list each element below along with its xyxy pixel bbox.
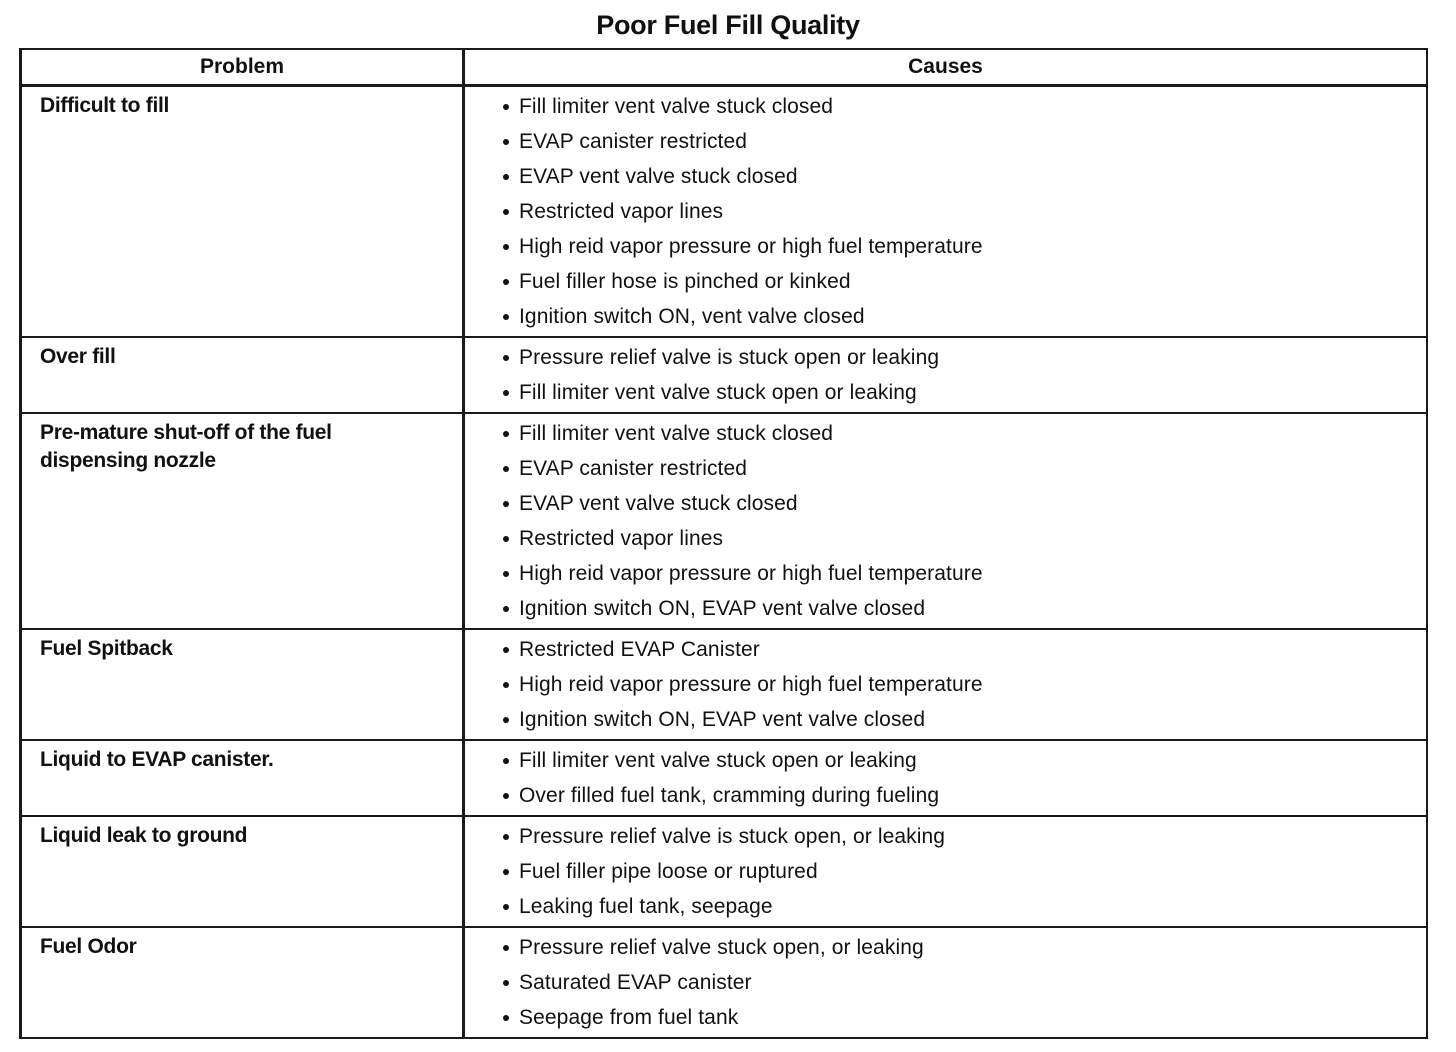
problem-cell: [22, 87, 462, 336]
cause-text: Ignition switch ON, vent valve closed: [519, 305, 865, 328]
table-body: [22, 87, 1426, 1037]
cause-text: Pressure relief valve stuck open, or leaking: [519, 936, 924, 959]
cause-item: [465, 667, 1426, 702]
problem-cell: [22, 630, 462, 739]
cause-item: [465, 451, 1426, 486]
table-row: [22, 630, 1426, 741]
cause-item: [465, 889, 1426, 924]
cause-text: Fill limiter vent valve stuck closed: [519, 422, 834, 445]
cause-item: [465, 743, 1426, 778]
cause-text: Seepage from fuel tank: [519, 1006, 739, 1029]
causes-cell: [462, 630, 1426, 739]
causes-cell: [462, 928, 1426, 1037]
cause-item: [465, 854, 1426, 889]
causes-cell: [462, 338, 1426, 412]
cause-text: Over filled fuel tank, cramming during fueling: [519, 784, 940, 807]
cause-text: EVAP vent valve stuck closed: [519, 165, 798, 188]
cause-item: [465, 416, 1426, 451]
cause-text: Ignition switch ON, EVAP vent valve closed: [519, 597, 926, 620]
problem-text: Liquid leak to ground: [40, 824, 248, 847]
fuel-fill-table: [19, 48, 1428, 1039]
cause-item: [465, 930, 1426, 965]
cause-text: EVAP canister restricted: [519, 457, 748, 480]
header-causes: Causes: [908, 55, 983, 78]
cause-item: [465, 702, 1426, 737]
cause-item: [465, 819, 1426, 854]
cause-item: [465, 299, 1426, 334]
problem-text: Liquid to EVAP canister.: [40, 748, 274, 771]
cause-item: [465, 264, 1426, 299]
problem-text: Over fill: [40, 345, 116, 368]
cause-item: [465, 124, 1426, 159]
causes-cell: [462, 414, 1426, 628]
cause-item: [465, 194, 1426, 229]
problem-text: Difficult to fill: [40, 94, 170, 117]
cause-item: [465, 965, 1426, 1000]
page-title: Poor Fuel Fill Quality: [596, 10, 860, 40]
problem-cell: [22, 817, 462, 926]
cause-item: [465, 591, 1426, 626]
problem-text: Fuel Spitback: [40, 637, 173, 660]
problem-text: Pre-mature shut-off of the fuel dispensing nozzle: [40, 421, 332, 472]
table-row: [22, 338, 1426, 414]
cause-item: [465, 89, 1426, 124]
header-problem: Problem: [199, 55, 285, 78]
problem-text: Fuel Odor: [40, 935, 137, 958]
table-row: [22, 87, 1426, 338]
table-header: [22, 50, 1426, 87]
cause-text: High reid vapor pressure or high fuel temperature: [519, 562, 983, 585]
cause-text: Saturated EVAP canister: [519, 971, 752, 994]
cause-item: [465, 486, 1426, 521]
causes-cell: [462, 817, 1426, 926]
problem-cell: [22, 741, 462, 815]
problem-cell: [22, 338, 462, 412]
cause-text: Ignition switch ON, EVAP vent valve closed: [519, 708, 926, 731]
cause-item: [465, 778, 1426, 813]
cause-text: High reid vapor pressure or high fuel temperature: [519, 235, 983, 258]
cause-item: [465, 229, 1426, 264]
table-row: [22, 741, 1426, 817]
table-row: [22, 414, 1426, 630]
cause-text: Pressure relief valve is stuck open or leaking: [519, 346, 940, 369]
cause-text: Fill limiter vent valve stuck open or leaking: [519, 749, 917, 772]
cause-text: Fuel filler pipe loose or ruptured: [519, 860, 818, 883]
cause-text: EVAP vent valve stuck closed: [519, 492, 798, 515]
cause-item: [465, 159, 1426, 194]
causes-cell: [462, 741, 1426, 815]
cause-text: Fuel filler hose is pinched or kinked: [519, 270, 851, 293]
cause-item: [465, 375, 1426, 410]
causes-cell: [462, 87, 1426, 336]
cause-text: Restricted EVAP Canister: [519, 638, 760, 661]
cause-text: Restricted vapor lines: [519, 200, 724, 223]
cause-text: Fill limiter vent valve stuck closed: [519, 95, 834, 118]
problem-cell: [22, 928, 462, 1037]
cause-item: [465, 1000, 1426, 1035]
cause-text: Restricted vapor lines: [519, 527, 724, 550]
cause-text: Fill limiter vent valve stuck open or leaking: [519, 381, 917, 404]
cause-text: Leaking fuel tank, seepage: [519, 895, 773, 918]
cause-item: [465, 340, 1426, 375]
cause-text: EVAP canister restricted: [519, 130, 748, 153]
table-row: [22, 928, 1426, 1037]
cause-text: Pressure relief valve is stuck open, or leaking: [519, 825, 946, 848]
cause-item: [465, 632, 1426, 667]
table-row: [22, 817, 1426, 928]
cause-item: [465, 556, 1426, 591]
cause-item: [465, 521, 1426, 556]
cause-text: High reid vapor pressure or high fuel temperature: [519, 673, 983, 696]
problem-cell: [22, 414, 462, 628]
